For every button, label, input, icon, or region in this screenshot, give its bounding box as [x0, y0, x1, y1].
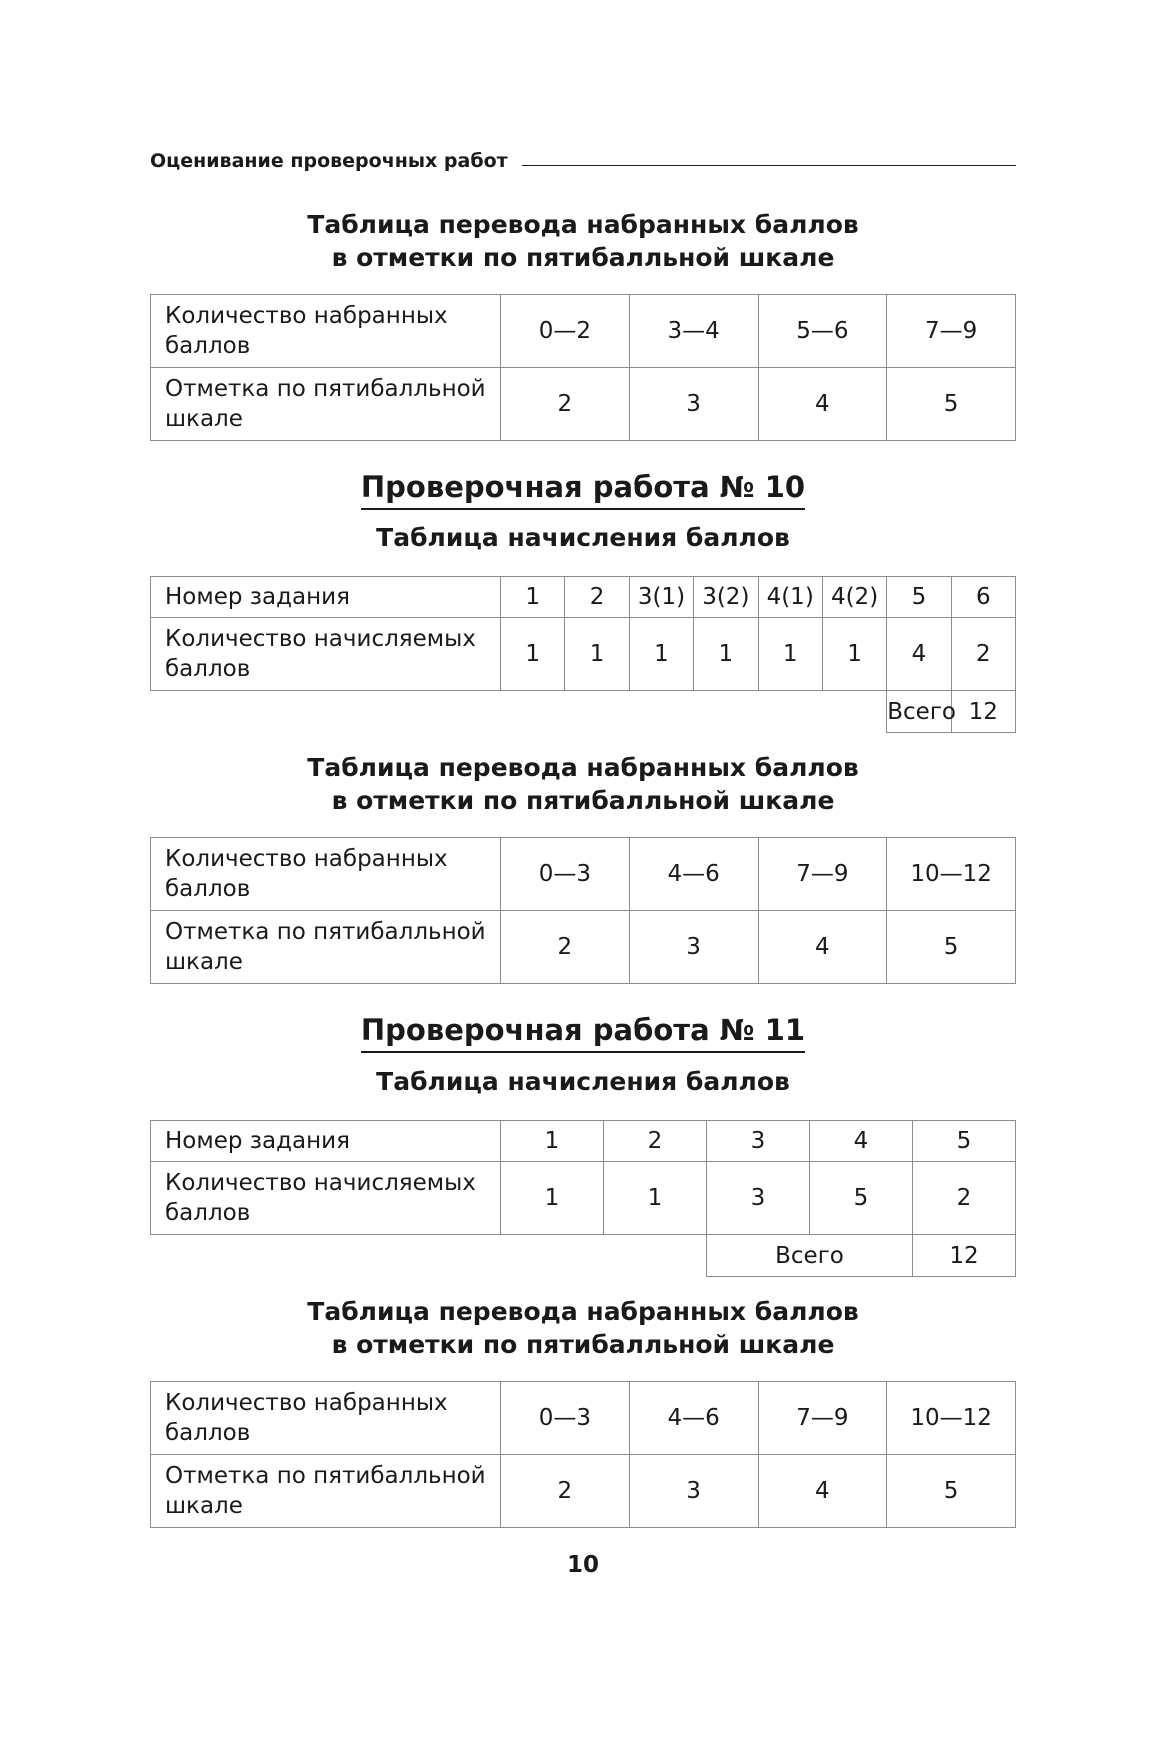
points-table-title: Таблица начисления баллов: [376, 523, 790, 552]
range-cell: 0—3: [501, 1382, 630, 1455]
range-cell: 7—9: [887, 295, 1016, 368]
task-cell: 3(2): [694, 577, 758, 618]
page-number: 10: [566, 1552, 599, 1578]
task-cell: 4(1): [758, 577, 822, 618]
points-cell: 1: [501, 618, 565, 691]
table-row: [151, 838, 1016, 911]
points-cell: 1: [629, 618, 693, 691]
total-value: 12: [913, 1235, 1016, 1277]
range-cell: 4—6: [629, 838, 758, 911]
conversion-title-line1: Таблица перевода набранных баллов: [307, 210, 859, 239]
work11-conversion-table: [150, 1381, 1016, 1528]
points-cell: 2: [951, 618, 1015, 691]
work11-points-heading: [150, 1065, 1016, 1098]
range-cell: 10—12: [887, 838, 1016, 911]
conversion-table-top-wrap: [150, 294, 1016, 441]
table-row: [151, 295, 1016, 368]
work11-points-table: [150, 1120, 1016, 1277]
row-label-points: Количество начисляемых баллов: [151, 1162, 501, 1235]
range-cell: 5—6: [758, 295, 887, 368]
points-cell: 5: [810, 1162, 913, 1235]
grade-cell: 3: [629, 911, 758, 984]
work11-conversion-table-wrap: [150, 1381, 1016, 1528]
grade-cell: 4: [758, 911, 887, 984]
range-cell: 4—6: [629, 1382, 758, 1455]
range-cell: 7—9: [758, 1382, 887, 1455]
points-cell: 1: [694, 618, 758, 691]
work11-title-wrap: [150, 1011, 1016, 1053]
task-cell: 5: [913, 1121, 1016, 1162]
task-cell: 5: [887, 577, 951, 618]
row-label-score: Количество набранных баллов: [151, 838, 501, 911]
conversion-title-line1: Таблица перевода набранных баллов: [307, 1297, 859, 1326]
work10-points-table-wrap: [150, 576, 1016, 733]
range-cell: 10—12: [887, 1382, 1016, 1455]
grade-cell: 5: [887, 368, 1016, 441]
task-cell: 4: [810, 1121, 913, 1162]
points-table-title: Таблица начисления баллов: [376, 1067, 790, 1096]
table-row: [151, 577, 1016, 618]
grade-cell: 2: [501, 911, 630, 984]
work11-conversion-heading: [150, 1295, 1016, 1361]
task-cell: 3: [707, 1121, 810, 1162]
row-label-score: Количество набранных баллов: [151, 1382, 501, 1455]
task-cell: 1: [501, 1121, 604, 1162]
work11-points-table-wrap: [150, 1120, 1016, 1277]
points-cell: 1: [758, 618, 822, 691]
grade-cell: 5: [887, 911, 1016, 984]
task-cell: 2: [565, 577, 629, 618]
conversion-table-top: [150, 294, 1016, 441]
table-row: [151, 618, 1016, 691]
work10-title: Проверочная работа № 10: [361, 468, 805, 510]
blank-cell: [151, 1235, 707, 1277]
conversion-title-line2: в отметки по пятибалльной шкале: [331, 243, 835, 272]
work10-conversion-heading: [150, 751, 1016, 817]
task-cell: 6: [951, 577, 1015, 618]
total-value: 12: [951, 691, 1015, 733]
points-cell: 2: [913, 1162, 1016, 1235]
table-row: [151, 368, 1016, 441]
running-head: [150, 150, 1016, 178]
points-cell: 1: [604, 1162, 707, 1235]
range-cell: 0—3: [501, 838, 630, 911]
table-row: [151, 1235, 1016, 1277]
row-label-points: Количество начисляемых баллов: [151, 618, 501, 691]
table-row: [151, 1382, 1016, 1455]
conversion-title-line2: в отметки по пятибалльной шкале: [331, 1330, 835, 1359]
blank-cell: [151, 691, 887, 733]
task-cell: 2: [604, 1121, 707, 1162]
total-label: Всего: [707, 1235, 913, 1277]
grade-cell: 2: [501, 368, 630, 441]
row-label-task: Номер задания: [151, 577, 501, 618]
table-row: [151, 1121, 1016, 1162]
row-label-grade: Отметка по пятибалльной шкале: [151, 368, 501, 441]
grade-cell: 4: [758, 368, 887, 441]
work11-title: Проверочная работа № 11: [361, 1011, 805, 1053]
grade-cell: 2: [501, 1455, 630, 1528]
row-label-task: Номер задания: [151, 1121, 501, 1162]
total-label: Всего: [887, 691, 951, 733]
task-cell: 1: [501, 577, 565, 618]
work10-points-table: [150, 576, 1016, 733]
row-label-score: Количество набранных баллов: [151, 295, 501, 368]
work10-conversion-table: [150, 837, 1016, 984]
grade-cell: 3: [629, 1455, 758, 1528]
grade-cell: 3: [629, 368, 758, 441]
points-cell: 1: [501, 1162, 604, 1235]
table-row: [151, 911, 1016, 984]
range-cell: 3—4: [629, 295, 758, 368]
work10-conversion-table-wrap: [150, 837, 1016, 984]
points-cell: 1: [822, 618, 886, 691]
running-head-text: Оценивание проверочных работ: [150, 150, 522, 172]
row-label-grade: Отметка по пятибалльной шкале: [151, 911, 501, 984]
row-label-grade: Отметка по пятибалльной шкале: [151, 1455, 501, 1528]
task-cell: 4(2): [822, 577, 886, 618]
range-cell: 0—2: [501, 295, 630, 368]
work10-title-wrap: [150, 468, 1016, 510]
grade-cell: 4: [758, 1455, 887, 1528]
work10-points-heading: [150, 521, 1016, 554]
conversion-title-line2: в отметки по пятибалльной шкале: [331, 786, 835, 815]
table-row: [151, 1162, 1016, 1235]
conversion-heading-top: [150, 208, 1016, 274]
grade-cell: 5: [887, 1455, 1016, 1528]
points-cell: 1: [565, 618, 629, 691]
conversion-title-line1: Таблица перевода набранных баллов: [307, 753, 859, 782]
points-cell: 4: [887, 618, 951, 691]
table-row: [151, 691, 1016, 733]
task-cell: 3(1): [629, 577, 693, 618]
points-cell: 3: [707, 1162, 810, 1235]
range-cell: 7—9: [758, 838, 887, 911]
table-row: [151, 1455, 1016, 1528]
